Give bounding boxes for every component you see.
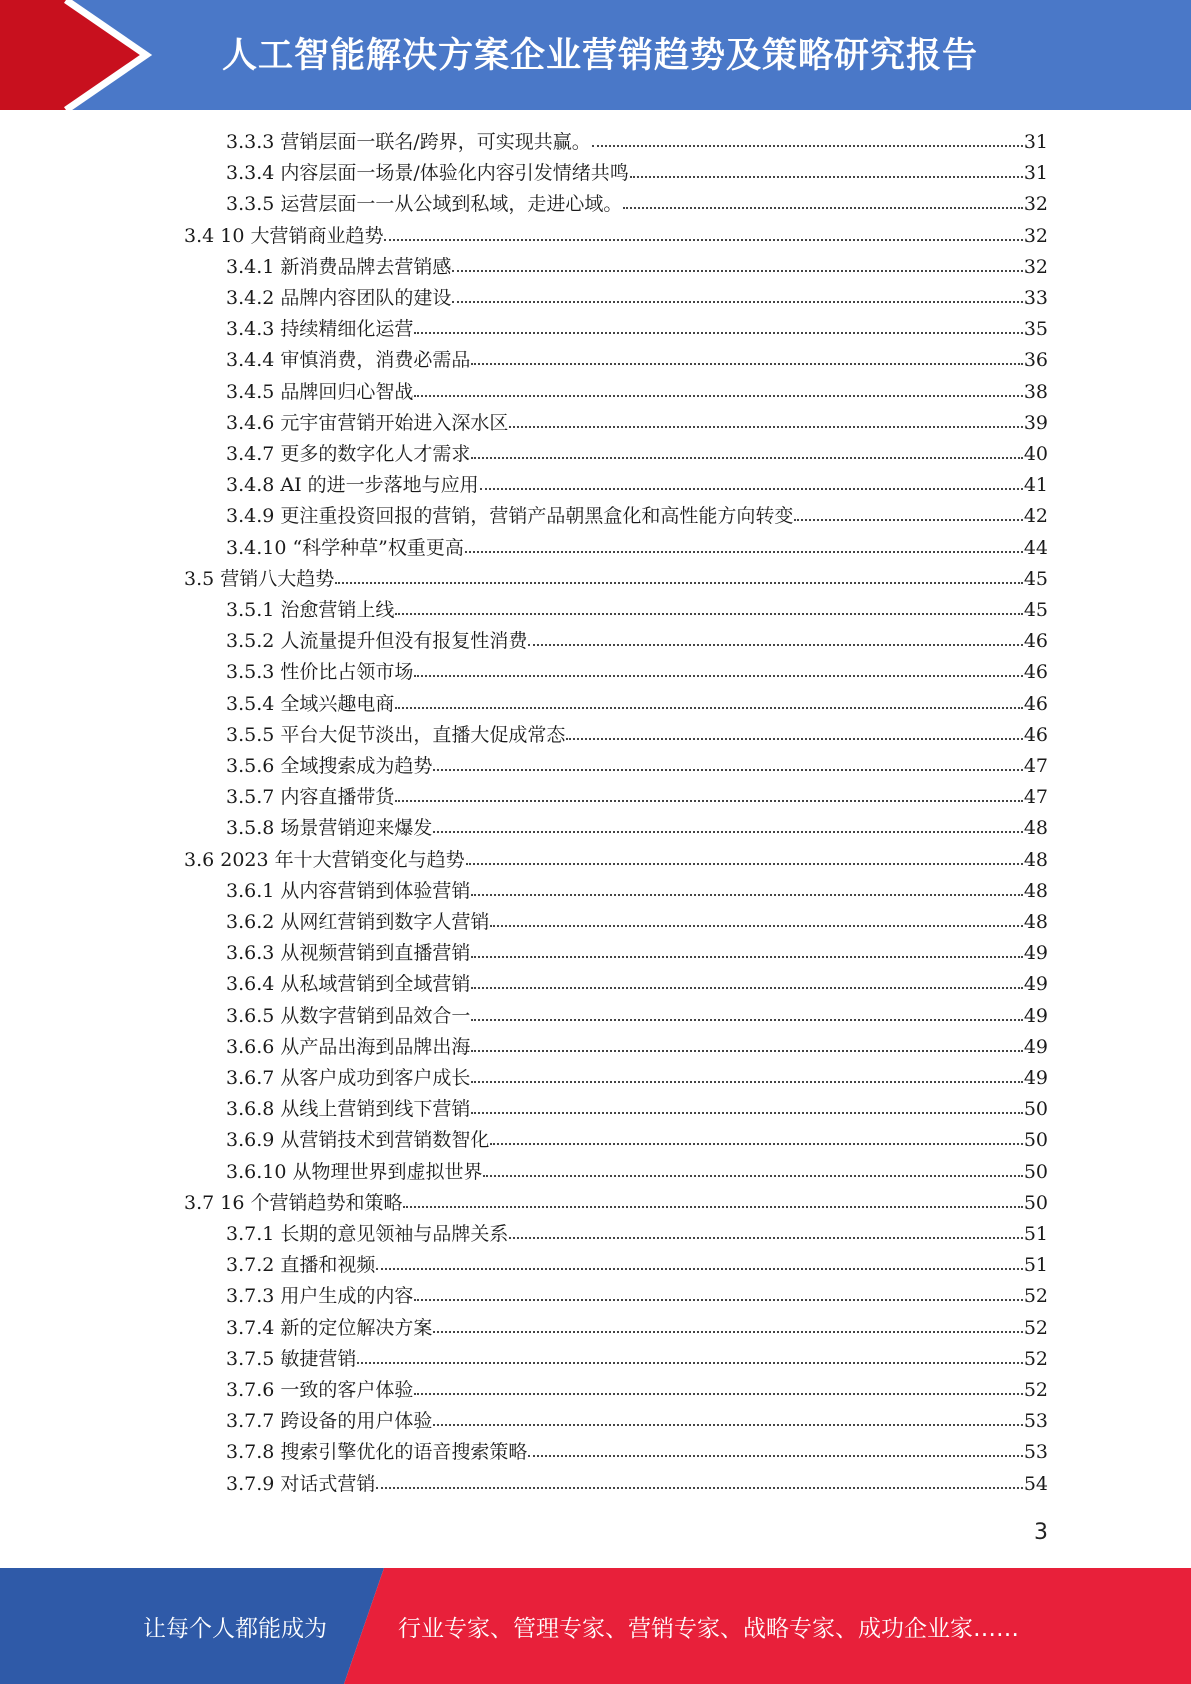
toc-leader-dots [509, 1237, 1022, 1239]
toc-entry-page: 49 [1023, 1004, 1048, 1027]
toc-leader-dots [395, 800, 1022, 802]
toc-entry-label: 3.6.5 从数字营销到品效合一 [226, 1004, 471, 1027]
toc-entry[interactable] [226, 751, 1048, 782]
toc-entry-label: 3.3.4 内容层面一场景/体验化内容引发情绪共鸣 [226, 162, 629, 185]
toc-entry[interactable] [226, 1219, 1048, 1250]
toc-entry-label: 3.4.3 持续精细化运营 [226, 318, 414, 341]
toc-entry[interactable] [226, 533, 1048, 564]
toc-entry-label: 3.4.7 更多的数字化人才需求 [226, 443, 471, 465]
toc-leader-dots [335, 582, 1023, 584]
toc-entry-label: 3.5 营销八大趋势 [184, 567, 335, 590]
toc-entry-page: 45 [1023, 567, 1048, 590]
toc-entry-label: 3.5.5 平台大促节淡出，直播大促成常态 [226, 723, 566, 746]
toc-leader-dots [528, 644, 1022, 646]
toc-entry[interactable] [226, 1250, 1048, 1281]
toc-leader-dots [480, 488, 1023, 490]
toc-entry-label: 3.3.3 营销层面一联名/跨界，可实现共赢。 [226, 131, 591, 153]
toc-leader-dots [471, 1081, 1022, 1083]
toc-entry-label: 3.4.9 更注重投资回报的营销，营销产品朝黑盒化和高性能方向转变 [226, 505, 794, 528]
toc-entry-page: 32 [1023, 193, 1048, 216]
toc-entry-label: 3.6.2 从网红营销到数字人营销 [226, 911, 490, 933]
toc-entry[interactable] [226, 1281, 1048, 1312]
toc-entry-label: 3.7.7 跨设备的用户体验 [226, 1410, 433, 1433]
toc-leader-dots [357, 1362, 1022, 1364]
toc-entry-label: 3.5.2 人流量提升但没有报复性消费 [226, 630, 528, 653]
toc-entry[interactable] [226, 1094, 1048, 1125]
toc-entry-page: 32 [1023, 255, 1048, 278]
footer-slogan-right: 行业专家、管理专家、营销专家、战略专家、成功企业家…… [398, 1616, 1019, 1642]
toc-entry[interactable] [226, 408, 1048, 439]
toc-entry[interactable] [226, 876, 1048, 907]
toc-entry-label: 3.7.9 对话式营销 [226, 1472, 376, 1495]
page-number: 3 [1034, 1520, 1048, 1545]
toc-entry[interactable] [226, 314, 1048, 345]
toc-entry-label: 3.4 10 大营销商业趋势 [184, 224, 384, 247]
toc-entry-page: 41 [1023, 474, 1048, 497]
toc-leader-dots [414, 1393, 1022, 1395]
toc-entry-page: 33 [1023, 287, 1048, 309]
toc-leader-dots [466, 863, 1023, 865]
toc-entry-label: 3.4.8 AI 的进一步落地与应用 [226, 474, 479, 497]
toc-entry[interactable] [226, 907, 1048, 938]
page-header [0, 0, 1191, 110]
toc-entry-page: 50 [1023, 1191, 1048, 1214]
toc-leader-dots [490, 925, 1022, 927]
toc-entry[interactable] [226, 1469, 1048, 1500]
toc-leader-dots [630, 176, 1023, 178]
toc-entry-page: 38 [1023, 380, 1048, 403]
toc-entry-page: 49 [1023, 942, 1048, 965]
toc-entry-label: 3.5.4 全域兴趣电商 [226, 692, 395, 715]
toc-entry-page: 42 [1023, 505, 1048, 528]
toc-entry-label: 3.4.10 “科学种草”权重更高 [226, 536, 464, 559]
toc-leader-dots [452, 301, 1022, 303]
toc-leader-dots [403, 1206, 1022, 1208]
toc-entry-page: 52 [1023, 1285, 1048, 1308]
toc-entry-page: 52 [1023, 1347, 1048, 1370]
toc-entry-page: 49 [1023, 1035, 1048, 1058]
toc-entry-page: 54 [1023, 1472, 1048, 1495]
toc-entry[interactable] [226, 377, 1048, 408]
toc-entry-page: 50 [1023, 1098, 1048, 1121]
toc-leader-dots [509, 426, 1022, 428]
toc-entry-page: 52 [1023, 1379, 1048, 1401]
toc-leader-dots [376, 1487, 1022, 1489]
toc-entry-label: 3.6.8 从线上营销到线下营销 [226, 1098, 471, 1121]
toc-entry[interactable] [226, 127, 1048, 158]
toc-leader-dots [395, 707, 1022, 709]
toc-entry-page: 31 [1023, 162, 1048, 185]
toc-entry[interactable] [226, 252, 1048, 283]
toc-entry-page: 51 [1023, 1254, 1048, 1277]
toc-entry-label: 3.7 16 个营销趋势和策略 [184, 1191, 403, 1214]
toc-entry-page: 31 [1023, 131, 1048, 153]
toc-entry-page: 48 [1023, 879, 1048, 902]
toc-entry-page: 35 [1023, 318, 1048, 341]
toc-entry[interactable] [226, 689, 1048, 720]
toc-entry[interactable] [184, 221, 1048, 252]
toc-leader-dots [465, 551, 1023, 553]
toc-entry[interactable] [226, 782, 1048, 813]
toc-entry-label: 3.4.6 元宇宙营销开始进入深水区 [226, 411, 509, 434]
toc-entry[interactable] [226, 969, 1048, 1000]
toc-leader-dots [528, 1455, 1022, 1457]
toc-entry[interactable] [226, 501, 1048, 532]
toc-entry[interactable] [226, 283, 1048, 314]
footer-slogan-left: 让每个人都能成为 [143, 1616, 327, 1642]
toc-entry-page: 47 [1023, 755, 1048, 777]
toc-entry-page: 46 [1023, 723, 1048, 746]
toc-entry[interactable] [226, 1313, 1048, 1344]
toc-leader-dots [471, 956, 1022, 958]
toc-entry-label: 3.4.4 审慎消费，消费必需品 [226, 349, 471, 372]
toc-entry-page: 53 [1023, 1441, 1048, 1464]
toc-entry-page: 50 [1023, 1160, 1048, 1183]
toc-entry-page: 48 [1023, 911, 1048, 933]
toc-entry-label: 3.6.7 从客户成功到客户成长 [226, 1067, 471, 1089]
toc-entry[interactable] [226, 1437, 1048, 1468]
toc-leader-dots [471, 363, 1022, 365]
toc-leader-dots [471, 1019, 1022, 1021]
toc-entry-label: 3.5.8 场景营销迎来爆发 [226, 817, 433, 840]
toc-entry[interactable] [226, 1125, 1048, 1156]
toc-entry-label: 3.6.4 从私域营销到全域营销 [226, 973, 471, 996]
toc-entry-label: 3.7.6 一致的客户体验 [226, 1379, 414, 1401]
toc-entry-label: 3.7.3 用户生成的内容 [226, 1285, 414, 1308]
toc-leader-dots [414, 332, 1022, 334]
toc-leader-dots [414, 1299, 1022, 1301]
toc-leader-dots [471, 987, 1022, 989]
toc-entry[interactable] [226, 813, 1048, 844]
toc-entry-page: 49 [1023, 1067, 1048, 1089]
page-footer [0, 1568, 1191, 1684]
toc-entry-page: 45 [1023, 599, 1048, 621]
toc-leader-dots [592, 145, 1023, 147]
toc-entry[interactable] [226, 189, 1048, 220]
toc-entry-label: 3.7.4 新的定位解决方案 [226, 1316, 433, 1339]
toc-leader-dots [395, 613, 1022, 615]
toc-entry-label: 3.5.1 治愈营销上线 [226, 599, 395, 621]
toc-entry-label: 3.4.5 品牌回归心智战 [226, 380, 414, 403]
toc-entry[interactable] [226, 1063, 1048, 1094]
toc-entry-label: 3.7.5 敏捷营销 [226, 1347, 357, 1370]
toc-entry-page: 44 [1023, 536, 1048, 559]
toc-entry-page: 36 [1023, 349, 1048, 372]
toc-leader-dots [471, 1112, 1022, 1114]
toc-entry[interactable] [226, 720, 1048, 751]
toc-entry-label: 3.4.2 品牌内容团队的建设 [226, 287, 452, 309]
report-title: 人工智能解决方案企业营销趋势及策略研究报告 [222, 36, 979, 76]
toc-leader-dots [433, 769, 1022, 771]
toc-entry[interactable] [226, 1032, 1048, 1063]
toc-entry-page: 53 [1023, 1410, 1048, 1433]
toc-entry[interactable] [226, 938, 1048, 969]
toc-leader-dots [384, 239, 1022, 241]
toc-entry-label: 3.7.8 搜索引擎优化的语音搜索策略 [226, 1441, 528, 1464]
toc-entry-label: 3.6.10 从物理世界到虚拟世界 [226, 1160, 483, 1183]
toc-entry-page: 46 [1023, 630, 1048, 653]
toc-entry-page: 49 [1023, 973, 1048, 996]
toc-entry[interactable] [226, 1406, 1048, 1437]
toc-leader-dots [376, 1268, 1022, 1270]
toc-entry-label: 3.6.9 从营销技术到营销数智化 [226, 1129, 490, 1152]
toc-leader-dots [794, 519, 1022, 521]
toc-leader-dots [414, 675, 1022, 677]
toc-entry-page: 50 [1023, 1129, 1048, 1152]
toc-leader-dots [490, 1143, 1022, 1145]
toc-entry-page: 40 [1023, 443, 1048, 465]
toc-entry-label: 3.7.1 长期的意见领袖与品牌关系 [226, 1223, 509, 1245]
toc-entry-label: 3.4.1 新消费品牌去营销感 [226, 255, 452, 278]
toc-leader-dots [414, 395, 1022, 397]
toc-entry-page: 46 [1023, 661, 1048, 684]
toc-leader-dots [433, 1424, 1022, 1426]
toc-entry[interactable] [226, 1001, 1048, 1032]
toc-entry[interactable] [226, 1375, 1048, 1406]
toc-entry-label: 3.5.7 内容直播带货 [226, 786, 395, 809]
toc-entry-label: 3.6.3 从视频营销到直播营销 [226, 942, 471, 965]
toc-leader-dots [433, 1331, 1022, 1333]
toc-entry[interactable] [226, 345, 1048, 376]
toc-leader-dots [471, 457, 1022, 459]
toc-entry-page: 47 [1023, 786, 1048, 809]
toc-entry-label: 3.6.6 从产品出海到品牌出海 [226, 1035, 471, 1058]
toc-leader-dots [452, 270, 1022, 272]
toc-entry-label: 3.3.5 运营层面一一从公域到私域，走进心域。 [226, 193, 623, 216]
toc-leader-dots [566, 738, 1022, 740]
toc-leader-dots [433, 831, 1022, 833]
toc-entry-page: 46 [1023, 692, 1048, 715]
toc-entry-page: 48 [1023, 817, 1048, 840]
toc-entry[interactable] [226, 439, 1048, 470]
toc-entry-page: 32 [1023, 224, 1048, 247]
toc-entry[interactable] [226, 470, 1048, 501]
toc-entry[interactable] [226, 1344, 1048, 1375]
toc-entry-page: 39 [1023, 411, 1048, 434]
toc-entry-label: 3.6 2023 年十大营销变化与趋势 [184, 848, 465, 871]
toc-entry-label: 3.5.6 全域搜索成为趋势 [226, 755, 433, 777]
toc-leader-dots [483, 1175, 1022, 1177]
toc-entry-label: 3.6.1 从内容营销到体验营销 [226, 879, 471, 902]
toc-entry[interactable] [184, 1188, 1048, 1219]
toc-entry[interactable] [184, 564, 1048, 595]
toc-leader-dots [471, 1050, 1022, 1052]
toc-entry[interactable] [226, 657, 1048, 688]
toc-entry[interactable] [226, 158, 1048, 189]
toc-leader-dots [471, 894, 1022, 896]
toc-entry[interactable] [226, 1157, 1048, 1188]
toc-entry-page: 48 [1023, 848, 1048, 871]
toc-entry[interactable] [226, 595, 1048, 626]
toc-entry[interactable] [184, 845, 1048, 876]
toc-leader-dots [623, 207, 1022, 209]
toc-entry-page: 51 [1023, 1223, 1048, 1245]
toc-entry[interactable] [226, 626, 1048, 657]
toc-entry-label: 3.7.2 直播和视频 [226, 1254, 376, 1277]
toc-entry-label: 3.5.3 性价比占领市场 [226, 661, 414, 684]
toc-entry-page: 52 [1023, 1316, 1048, 1339]
